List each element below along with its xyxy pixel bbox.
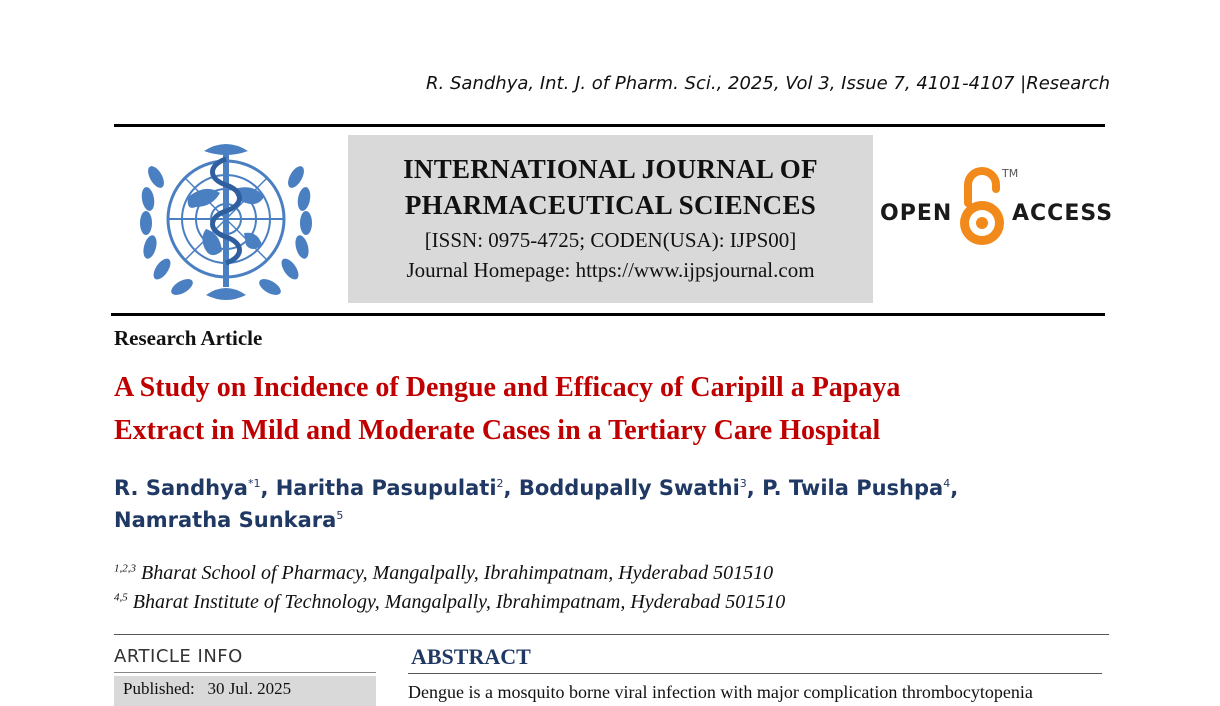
article-info-underline: [114, 672, 376, 673]
author-name: R. Sandhya: [114, 476, 248, 500]
affiliation-1: [114, 562, 773, 585]
affiliation-text: Bharat Institute of Technology, Mangalpally, Ibrahimpatnam, Hyderabad 501510: [132, 591, 786, 613]
author-separator: ,: [950, 476, 959, 500]
published-date: 30 Jul. 2025: [207, 679, 292, 698]
author-affiliation-mark: 3: [739, 477, 747, 490]
running-header-citation: R. Sandhya, Int. J. of Pharm. Sci., 2025, Vol 3, Issue 7, 4101-4107 |Research: [426, 73, 1110, 94]
author-name: Haritha Pasupulati: [275, 476, 497, 500]
journal-issn: [ISSN: 0975-4725; CODEN(USA): IJPS00]: [424, 228, 797, 252]
author-affiliation-mark: 4: [943, 477, 951, 490]
article-info-heading: ARTICLE INFO: [114, 646, 243, 667]
author-name: P. Twila Pushpa: [762, 476, 944, 500]
trademark-mark: TM: [1002, 167, 1019, 180]
author-affiliation-mark: 5: [336, 509, 344, 522]
journal-name-line1: INTERNATIONAL JOURNAL OF: [403, 154, 818, 184]
open-access-logo: [880, 165, 1114, 255]
open-access-open-word: OPEN: [880, 201, 953, 226]
published-label: Published:: [123, 679, 195, 698]
journal-emblem-logo: [126, 137, 326, 307]
affiliation-mark: 4,5: [114, 591, 128, 604]
journal-masthead-box: [348, 135, 873, 303]
affiliation-text: Bharat School of Pharmacy, Mangalpally, Ibrahimpatnam, Hyderabad 501510: [141, 562, 774, 584]
author-affiliation-mark: 2: [496, 477, 504, 490]
abstract-heading: ABSTRACT: [411, 644, 531, 669]
top-rule: [114, 124, 1105, 127]
open-access-access-word: ACCESS: [1012, 201, 1114, 226]
article-title: [114, 366, 1074, 452]
article-title-line2: Extract in Mild and Moderate Cases in a Tertiary Care Hospital: [114, 415, 881, 446]
author-separator: ,: [260, 476, 276, 500]
affiliation-2: [114, 591, 785, 614]
abstract-underline: [408, 673, 1102, 674]
journal-homepage: Journal Homepage: https://www.ijpsjournal.com: [406, 258, 815, 282]
author-name: Namratha Sunkara: [114, 508, 337, 532]
affiliation-mark: 1,2,3: [114, 562, 136, 575]
masthead-bottom-rule: [111, 313, 1105, 316]
journal-name-line2: PHARMACEUTICAL SCIENCES: [404, 190, 817, 220]
article-title-line1: A Study on Incidence of Dengue and Efficacy of Caripill a Papaya: [114, 372, 901, 403]
section-divider: [114, 634, 1109, 635]
article-type-label: Research Article: [114, 326, 263, 350]
author-separator: ,: [746, 476, 763, 500]
author-list: [114, 472, 1074, 536]
author-name: Boddupally Swathi: [518, 476, 740, 500]
abstract-text: Dengue is a mosquito borne viral infection with major complication thrombocytopenia: [408, 682, 1033, 702]
published-date-box: [114, 676, 376, 706]
author-affiliation-mark: *1: [247, 477, 261, 490]
author-separator: ,: [503, 476, 519, 500]
